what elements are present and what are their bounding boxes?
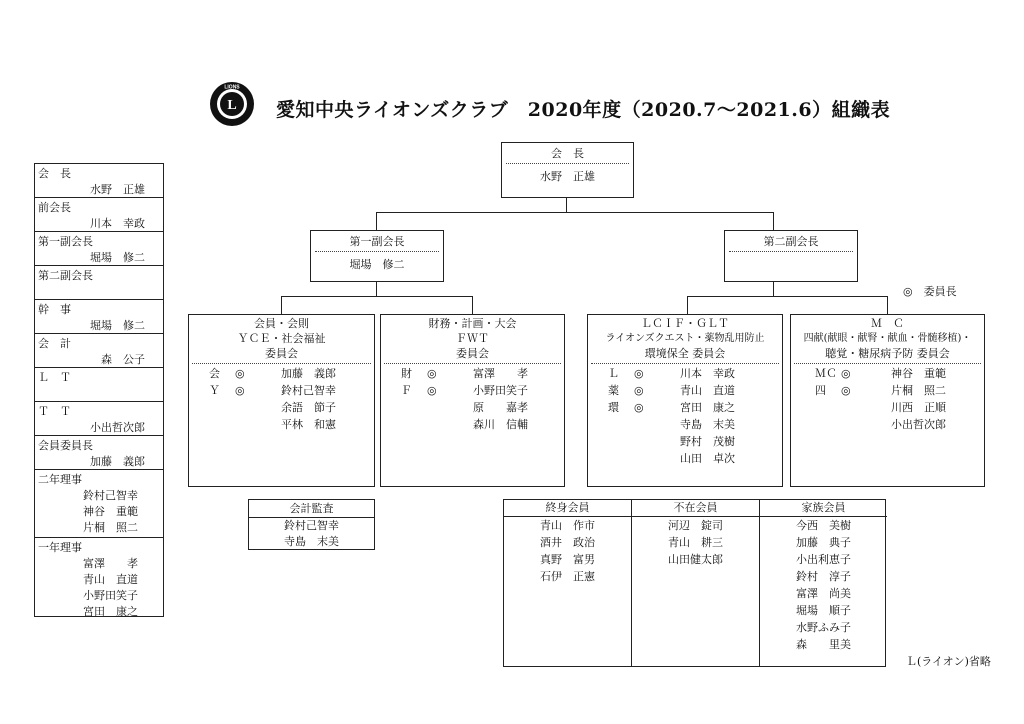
member-name: 青山 作市 [540,519,595,532]
audit-box [248,499,375,550]
officer-role: 第一副会長 [38,235,93,248]
officer-row [35,436,163,470]
committee-title-line: 会員・会則 [254,317,309,330]
member-name: 小出利恵子 [796,553,851,566]
committee-member-row [791,383,984,400]
member-name: 鈴村己智幸 [281,384,336,397]
member-category-table [503,499,886,667]
member-name: 鈴村 淳子 [796,570,851,583]
committee-title [384,315,561,364]
officer-name: 堀場 修二 [90,251,145,264]
member-name: 小出哲次郎 [891,418,946,431]
officer-name: 小出哲次郎 [90,421,145,434]
audit-name: 寺島 末美 [284,535,339,548]
committee-member-row [588,383,782,400]
committee-member-row [189,400,374,417]
officer-role: 第二副会長 [38,269,93,282]
committee-member-row [381,417,564,434]
committee-title-line: ＹＣＥ・社会福祉 [237,332,326,345]
member-name: 森 里美 [796,638,851,651]
chair-mark: ◎ [841,367,851,380]
chair-legend: ◎ 委員長 [903,285,957,298]
committee-member-row [381,400,564,417]
member-name: 宮田 康之 [680,401,735,414]
officer-name: 水野 正雄 [90,183,145,196]
member-name: 神谷 重範 [891,367,946,380]
committee-member-row [588,434,782,451]
member-tag: 会 [209,367,220,380]
officer-row [35,368,163,402]
committee-box [587,314,783,487]
member-category-title: 家族会員 [760,500,887,517]
officer-row [35,402,163,436]
member-name: 水野ふみ子 [796,621,851,634]
chair-mark: ◎ [634,367,644,380]
chair-mark: ◎ [427,367,437,380]
member-tag: Ｙ [209,384,220,397]
committee-title-line: ライオンズクエスト・薬物乱用防止 [605,333,765,344]
officer-role: 会員委員長 [38,439,93,452]
committee-members [189,364,374,434]
officer-role: 二年理事 [38,473,82,486]
officer-table [34,163,164,617]
committee-member-row [791,366,984,383]
committee-members [588,364,782,468]
connector [376,212,774,213]
svg-text:L: L [227,98,237,113]
member-name: 原 嘉孝 [473,401,528,414]
member-name: 余語 節子 [281,401,336,414]
member-tag: 薬 [608,384,619,397]
officer-name: 富澤 孝 [83,557,138,570]
connector [887,296,888,314]
officer-name: 川本 幸政 [90,217,145,230]
member-category-title: 不在会員 [632,500,759,517]
chair-mark: ◎ [634,384,644,397]
member-tag: 財 [401,367,412,380]
member-tag: 環 [608,401,619,414]
committee-members [381,364,564,434]
audit-name: 鈴村己智幸 [284,519,339,532]
page-title: 愛知中央ライオンズクラブ 2020年度（2020.7～2021.6）組織表 [276,99,891,121]
committee-member-row [791,417,984,434]
member-category-column [760,500,887,666]
officer-name: 鈴村己智幸 [83,489,138,502]
vp1-box [310,230,444,282]
chair-mark: ◎ [427,384,437,397]
logo-text: LIONS [224,84,240,91]
officer-role: Ｔ Ｔ [38,405,71,418]
officer-role: 一年理事 [38,541,82,554]
member-name: 山田 卓次 [680,452,735,465]
officer-name: 森 公子 [101,353,145,366]
committee-title-line: 聴覚・糖尿病予防 委員会 [825,347,950,360]
member-category-title: 終身会員 [504,500,631,517]
connector [773,212,774,230]
president-box [501,142,634,198]
committee-box [790,314,985,487]
member-name: 川本 幸政 [680,367,735,380]
connector [773,281,774,297]
officer-role: 前会長 [38,201,71,214]
connector [281,296,473,297]
member-name: 山田健太郎 [668,553,723,566]
committee-title-line: 委員会 [456,347,489,360]
connector [376,281,377,297]
connector [687,296,688,314]
committee-title-line: ＬＣＩＦ・ＧＬＴ [641,317,729,330]
officer-row [35,470,163,538]
officer-row [35,334,163,368]
committee-member-row [588,451,782,468]
member-tag: Ｌ [608,367,619,380]
committee-member-row [189,417,374,434]
member-name: 青山 直道 [680,384,735,397]
chair-mark: ◎ [235,384,245,397]
lions-logo [208,80,256,128]
committee-title [192,315,371,364]
officer-row [35,538,163,618]
member-name: 今西 美樹 [796,519,851,532]
member-name: 青山 耕三 [668,536,723,549]
officer-role: 会 計 [38,337,71,350]
committee-title-line: 委員会 [265,347,298,360]
member-tag: Ｆ [401,384,412,397]
connector [566,198,567,212]
committee-title [591,315,779,364]
vp2-box [724,230,858,282]
committee-member-row [588,417,782,434]
member-name: 片桐 照二 [891,384,946,397]
chair-mark: ◎ [841,384,851,397]
committee-member-row [189,366,374,383]
president-name: 水野 正雄 [540,170,595,183]
officer-role: 幹 事 [38,303,71,316]
committee-title-line: 環境保全 委員会 [644,347,726,360]
member-category-column [632,500,760,666]
committee-member-row [791,400,984,417]
committee-title [794,315,981,364]
member-name: 河辺 錠司 [668,519,723,532]
connector [376,212,377,230]
officer-name: 片桐 照二 [83,521,138,534]
committee-box [380,314,565,487]
connector [687,296,888,297]
member-name: 平林 和憲 [281,418,336,431]
committee-title-line: ＦＷＴ [456,332,489,345]
vp2-title: 第二副会長 [729,231,853,252]
member-name: 富澤 尚美 [796,587,851,600]
chair-mark: ◎ [235,367,245,380]
member-tag: ＭＣ [815,367,837,380]
officer-row [35,232,163,266]
officer-row [35,300,163,334]
committee-member-row [588,366,782,383]
member-name: 富澤 孝 [473,367,528,380]
audit-title: 会計監査 [249,500,374,518]
committee-member-row [381,383,564,400]
committee-members [791,364,984,434]
officer-role: Ｌ Ｔ [38,371,71,384]
member-category-column [504,500,632,666]
officer-role: 会 長 [38,167,71,180]
officer-name: 青山 直道 [83,573,138,586]
committee-title-line: Ｍ Ｃ [871,317,904,330]
officer-name: 宮田 康之 [83,605,138,618]
footnote: Ｌ(ライオン)省略 [906,655,991,668]
officer-row [35,164,163,198]
member-name: 堀場 順子 [796,604,851,617]
chair-mark: ◎ [634,401,644,414]
officer-name: 神谷 重範 [83,505,138,518]
officer-name: 堀場 修二 [90,319,145,332]
member-name: 酒井 政治 [540,536,595,549]
member-name: 野村 茂樹 [680,435,735,448]
officer-name: 小野田笑子 [83,589,138,602]
officer-row [35,266,163,300]
committee-member-row [189,383,374,400]
member-name: 小野田笑子 [473,384,528,397]
member-name: 寺島 末美 [680,418,735,431]
committee-title-line: 財務・計画・大会 [428,317,517,330]
member-tag: 四 [815,384,826,397]
committee-box [188,314,375,487]
connector [281,296,282,314]
connector [472,296,473,314]
vp1-title: 第一副会長 [315,231,439,252]
vp1-name: 堀場 修二 [349,258,405,271]
member-name: 川西 正順 [891,401,946,414]
member-name: 石伊 正憲 [540,570,595,583]
committee-member-row [588,400,782,417]
member-name: 真野 富男 [540,553,595,566]
member-name: 森川 信輔 [473,418,528,431]
committee-member-row [381,366,564,383]
committee-title-line: 四献(献眼・献腎・献血・骨髄移植)・ [803,333,972,344]
officer-row [35,198,163,232]
member-name: 加藤 典子 [796,536,851,549]
president-title: 会 長 [506,143,629,164]
member-name: 加藤 義郎 [281,367,336,380]
officer-name: 加藤 義郎 [90,455,145,468]
